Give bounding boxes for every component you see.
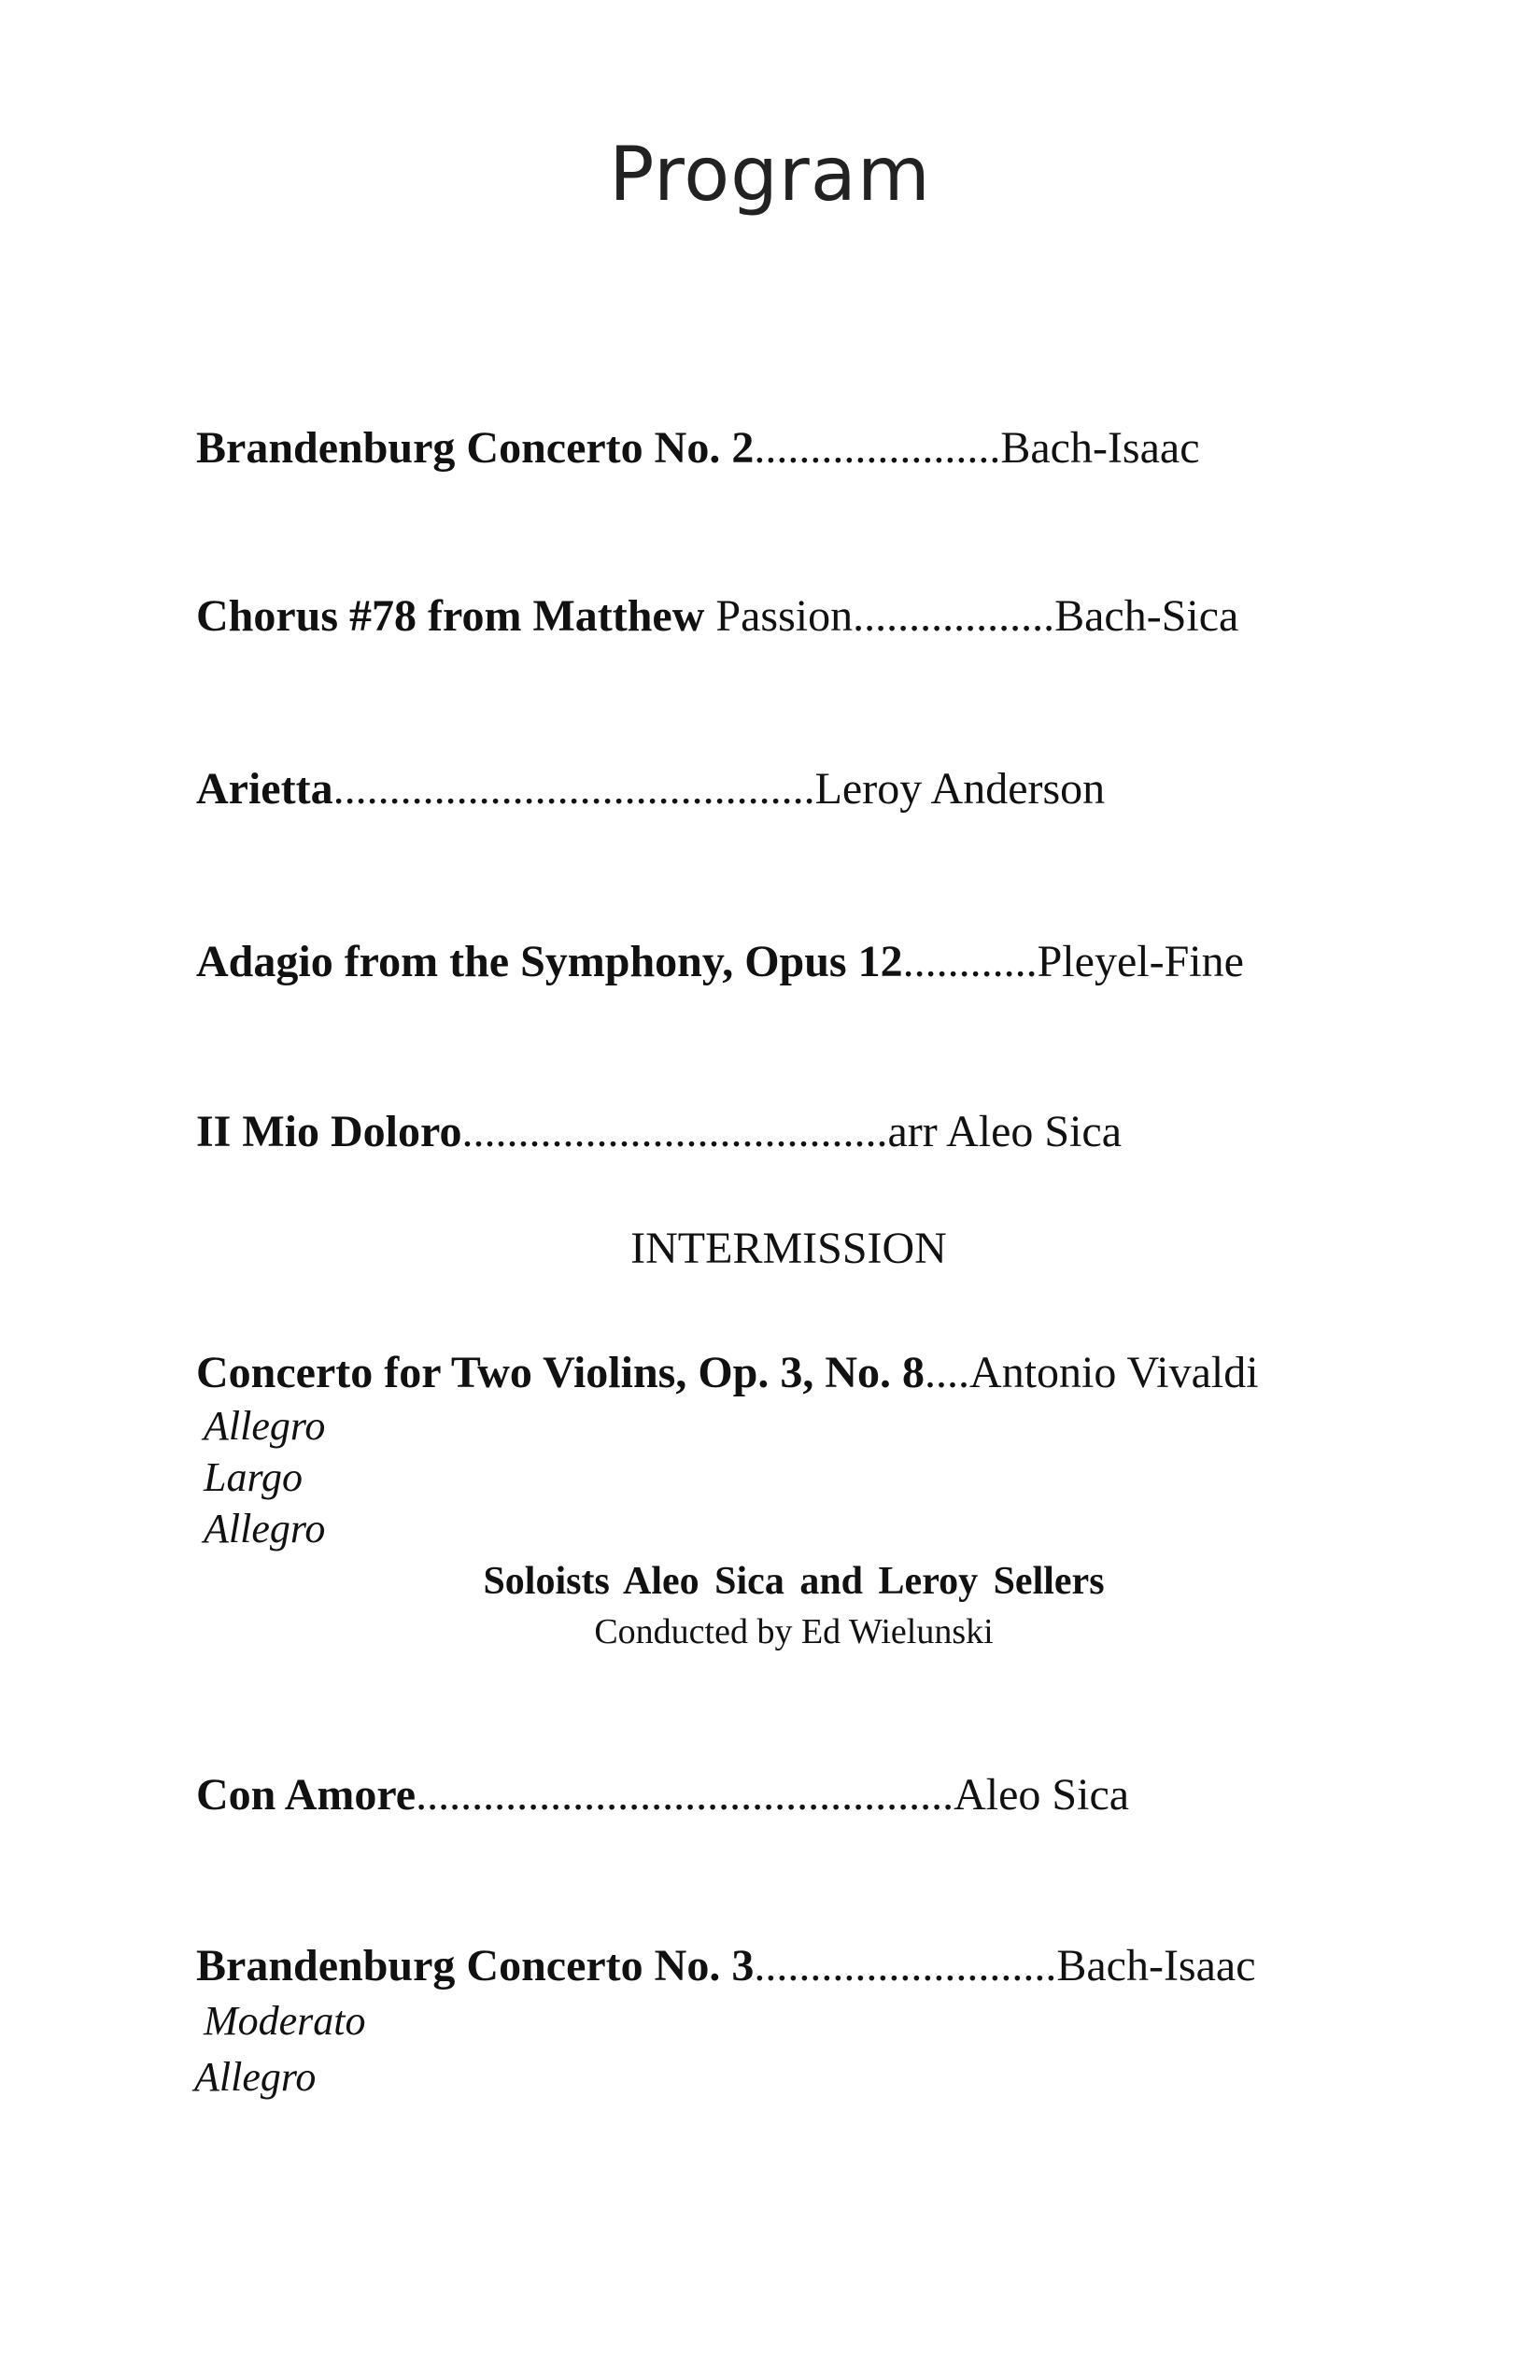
dot-leader: ................................................ [416, 1770, 954, 1820]
dot-leader: ........................... [754, 1941, 1057, 1990]
piece-title: Adagio from the Symphony, Opus 12 [196, 937, 903, 986]
composer-name: Pleyel-Fine [1037, 937, 1244, 986]
composer-name: Antonio Vivaldi [969, 1348, 1259, 1397]
program-item [196, 1345, 1393, 1401]
soloists-line: Soloists Aleo Sica and Leroy Sellers [483, 1560, 1105, 1603]
program-item [196, 420, 1393, 476]
composer-name: Bach-Isaac [1056, 1941, 1256, 1990]
piece-title: Con Amore [196, 1770, 417, 1820]
piece-title: II Mio Doloro [196, 1107, 462, 1156]
dot-leader: ...................... [754, 423, 1001, 473]
movement-name: Allegro [204, 1403, 326, 1449]
dot-leader: .... [925, 1348, 970, 1397]
composer-name: Bach-Isaac [1000, 423, 1200, 473]
program-item [196, 761, 1393, 817]
movement-name: Allegro [194, 2054, 317, 2100]
composer-name: arr Aleo Sica [887, 1107, 1123, 1156]
program-item [196, 934, 1393, 990]
piece-title: Arietta [196, 764, 333, 814]
movement-name: Moderato [204, 1998, 366, 2044]
program-item [196, 1938, 1393, 1994]
dot-leader: .................. [853, 591, 1055, 641]
piece-title: Chorus #78 from Matthew [196, 591, 705, 641]
dot-leader: ........................................... [332, 764, 815, 814]
composer-name: Aleo Sica [954, 1770, 1130, 1820]
movement-name: Allegro [204, 1506, 326, 1551]
program-item [196, 588, 1393, 645]
composer-name: Leroy Anderson [814, 764, 1106, 814]
dot-leader: ...................................... [461, 1107, 888, 1156]
dot-leader: ............ [902, 937, 1038, 986]
piece-title-continuation: Passion [704, 591, 854, 641]
intermission-label: INTERMISSION [630, 1224, 947, 1273]
composer-name: Bach-Sica [1054, 591, 1239, 641]
movement-name: Largo [204, 1454, 303, 1500]
conductor-line: Conducted by Ed Wielunski [594, 1612, 994, 1651]
page-title: Program [609, 131, 931, 218]
program-item [196, 1767, 1393, 1823]
piece-title: Concerto for Two Violins, Op. 3, No. 8 [196, 1348, 925, 1397]
piece-title: Brandenburg Concerto No. 3 [196, 1941, 755, 1990]
piece-title: Brandenburg Concerto No. 2 [196, 423, 755, 473]
program-item [196, 1104, 1393, 1160]
